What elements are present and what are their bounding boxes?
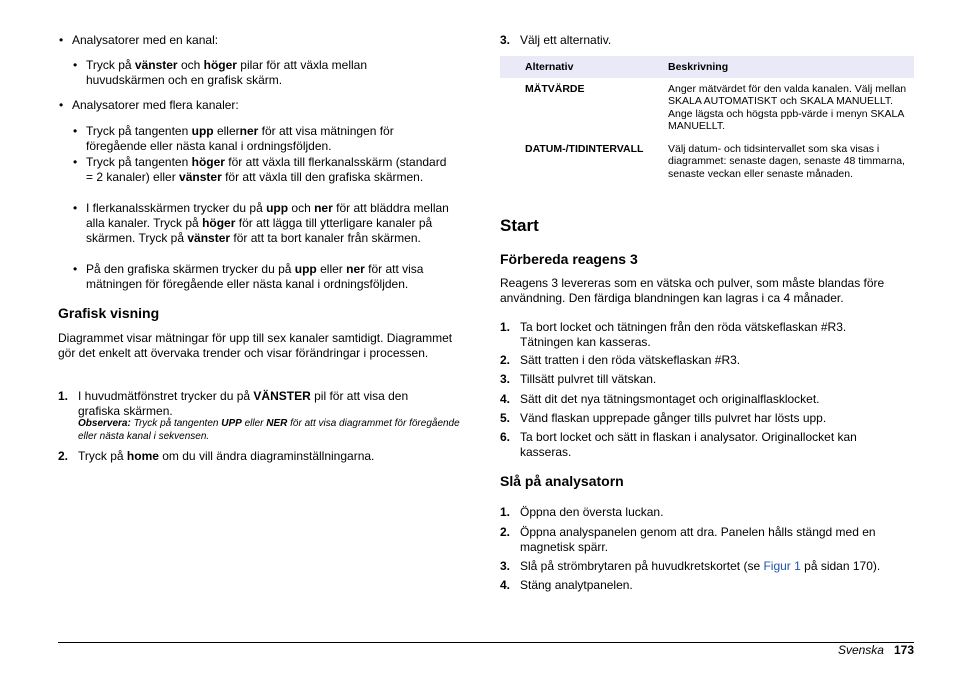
section-heading-start: Start — [500, 216, 539, 235]
sla-step-2: Öppna analyspanelen genom att dra. Panelen hålls stängd med en magnetisk spärr. — [520, 525, 876, 554]
sla-step-3 — [520, 559, 914, 574]
key-up: upp — [266, 201, 289, 215]
footer-language: Svenska — [837, 643, 884, 657]
table-cell-desc: Anger mätvärdet för den valda kanalen. Välj mellan SKALA AUTOMATISKT och SKALA MANUELLT. Ange lägsta och högsta ppb-värde i menyn SKALA MANUELLT. — [668, 82, 907, 132]
key-right: höger — [202, 216, 236, 230]
sub-bullet-single-channel — [86, 58, 426, 88]
table-header-row — [500, 56, 914, 78]
page-footer — [838, 643, 914, 658]
table-header-beskrivning: Beskrivning — [664, 56, 914, 78]
text: På den grafiska skärmen trycker du på — [86, 262, 295, 276]
step-number: 3. — [500, 372, 511, 386]
reagens-step-1: Ta bort locket och tätningen från den röda vätskeflaskan #R3. Tätningen kan kasseras. — [520, 320, 847, 349]
text: om du vill ändra diagraminställningarna. — [158, 449, 375, 463]
key-up: upp — [294, 262, 317, 276]
key-home: home — [126, 449, 159, 463]
text: eller — [316, 262, 347, 276]
step-number: 3. — [500, 33, 511, 47]
key-down: ner — [314, 201, 333, 215]
table-row — [500, 143, 914, 181]
text: Tryck på tangenten — [130, 418, 222, 429]
bullet-text: Analysatorer med flera kanaler: — [72, 98, 239, 112]
sub-bullet-right-left — [86, 155, 454, 185]
table-cell-desc: Välj datum- och tidsintervallet som ska visas i diagrammet: senaste dagen, senaste 48 timmarna, senaste veckan eller senaste månaden. — [668, 142, 905, 180]
text: och — [288, 201, 315, 215]
subsection-heading-reagens: Förbereda reagens 3 — [500, 251, 638, 267]
sub-bullet-multichannel-screen — [86, 201, 458, 246]
key-right: höger — [191, 155, 225, 169]
text: I huvudmätfönstret trycker du på — [78, 389, 254, 403]
step-2-text — [78, 449, 462, 464]
reagens-step-4: Sätt dit det nya tätningsmontaget och originalflasklocket. — [520, 392, 820, 406]
step-number: 5. — [500, 411, 511, 425]
reagens-step-2: Sätt tratten i den röda vätskeflaskan #R3. — [520, 353, 741, 367]
text: för att visa diagrammet för föregående eller nästa kanal i sekvensen. — [78, 418, 460, 442]
key-left: vänster — [134, 58, 178, 72]
reagens-step-6: Ta bort locket och sätt in flaskan i analysator. Originallocket kan kasseras. — [520, 430, 857, 459]
note-label: Observera: — [78, 418, 131, 429]
step-number: 1. — [500, 320, 511, 334]
sla-step-1: Öppna den översta luckan. — [520, 505, 664, 519]
sub-bullet-up-down — [86, 124, 426, 154]
section-heading-grafisk: Grafisk visning — [58, 305, 160, 321]
step-number: 4. — [500, 578, 511, 592]
key-down: NER — [266, 418, 288, 429]
sub-bullet-graphic-screen — [86, 262, 454, 292]
step-3-text: Välj ett alternativ. — [520, 33, 612, 47]
step-number: 2. — [500, 525, 511, 539]
text: I flerkanalsskärmen trycker du på — [86, 201, 267, 215]
options-table-wrapper — [500, 56, 914, 180]
text: för att växla till den grafiska skärmen. — [221, 170, 424, 184]
table-cell-key: DATUM-/TIDINTERVALL — [525, 142, 644, 155]
text: för att ta bort kanaler från skärmen. — [230, 231, 421, 245]
bullet-multi-channel — [72, 98, 462, 113]
note — [78, 417, 462, 443]
text: för att bläddra mellan alla kanaler. Tryck på — [86, 201, 449, 230]
reagens-step-3: Tillsätt pulvret till vätskan. — [520, 372, 657, 386]
key-left: vänster — [179, 170, 222, 184]
step-number: 4. — [500, 392, 511, 406]
step-number: 2. — [58, 449, 69, 463]
key-up: UPP — [221, 418, 242, 429]
reagens-step-5: Vänd flaskan upprepade gånger tills pulvret har lösts upp. — [520, 411, 827, 425]
sla-step-4: Stäng analytpanelen. — [520, 578, 633, 592]
step-number: 2. — [500, 353, 511, 367]
step-number: 1. — [58, 389, 69, 403]
text: på sidan 170). — [800, 559, 881, 573]
options-table — [500, 56, 914, 180]
step-number: 1. — [500, 505, 511, 519]
text: Tryck på tangenten — [86, 155, 192, 169]
table-cell-key: MÄTVÄRDE — [525, 82, 585, 95]
page-number: 173 — [893, 643, 914, 657]
key-down: ner — [346, 262, 365, 276]
bullet-text: Analysatorer med en kanal: — [72, 33, 219, 47]
key-up: upp — [191, 124, 214, 138]
text: för att växla till flerkanalsskärm (standard = 2 kanaler) eller — [86, 155, 447, 184]
figure-1-link[interactable]: Figur 1 — [763, 559, 801, 573]
key-right: höger — [203, 58, 237, 72]
step-number: 3. — [500, 559, 511, 573]
text: Tryck på — [78, 449, 127, 463]
key-left: VÄNSTER — [253, 389, 311, 403]
text: för att visa mätningen för föregående eller nästa kanal i ordningsföljden. — [86, 124, 394, 153]
key-left: vänster — [187, 231, 231, 245]
grafisk-paragraph: Diagrammet visar mätningar för upp till sex kanaler samtidigt. Diagrammet gör det enkelt att övervaka trender och visar förändringar i processen. — [58, 331, 453, 360]
step-1-text — [78, 389, 448, 419]
text: eller — [241, 418, 267, 429]
table-header-alternativ: Alternativ — [500, 56, 664, 78]
text: pil för att visa den grafiska skärmen. — [78, 389, 409, 418]
text: Tryck på tangenten — [86, 124, 192, 138]
table-row — [500, 78, 914, 143]
text: för att lägga till ytterligare kanaler på skärmen. Tryck på — [86, 216, 433, 245]
step-number: 6. — [500, 430, 511, 444]
text: och — [177, 58, 204, 72]
text: Slå på strömbrytaren på huvudkretskortet (se — [520, 559, 764, 573]
text: eller — [213, 124, 240, 138]
key-down: ner — [239, 124, 259, 138]
bullet-single-channel — [72, 33, 462, 48]
text: pilar för att växla mellan huvudskärmen och en grafisk skärm. — [86, 58, 368, 87]
text: Tryck på — [86, 58, 135, 72]
reagens-paragraph: Reagens 3 levereras som en vätska och pulver, som måste blandas före användning. Den färdiga blandningen kan lagras i ca 4 månader. — [500, 276, 885, 305]
subsection-heading-sla-pa: Slå på analysatorn — [500, 473, 624, 489]
footer-divider — [58, 642, 914, 643]
text: för att visa mätningen för föregående eller nästa kanal i ordningsföljden. — [86, 262, 424, 291]
